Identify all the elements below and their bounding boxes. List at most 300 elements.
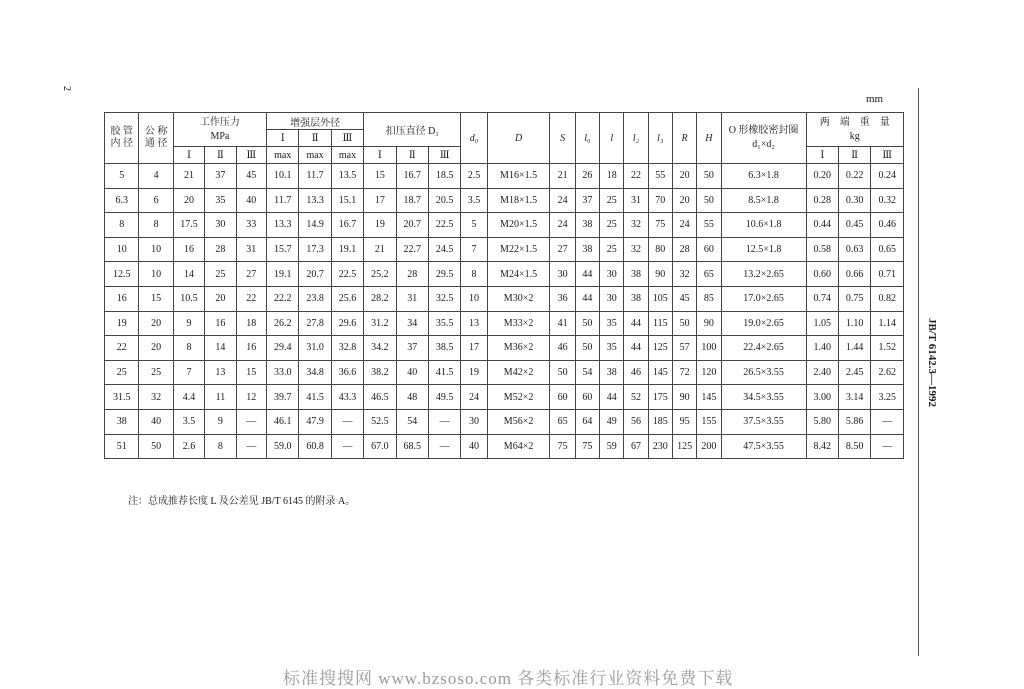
table-cell: 32 — [139, 385, 173, 410]
table-cell: 44 — [624, 336, 648, 361]
table-cell: 35 — [205, 188, 236, 213]
table-cell: 0.30 — [838, 188, 870, 213]
table-cell: 16.7 — [331, 213, 363, 238]
table-cell: 0.45 — [838, 213, 870, 238]
table-cell: 18.7 — [396, 188, 428, 213]
table-cell: 67 — [624, 434, 648, 459]
table-cell: 20 — [205, 286, 236, 311]
table-row — [105, 409, 904, 434]
header-nominal-size: 公 称 通 径 — [139, 113, 173, 164]
table-cell: 13.3 — [267, 213, 299, 238]
table-cell: 7 — [173, 360, 204, 385]
table-cell: 37 — [396, 336, 428, 361]
table-cell: 1.40 — [806, 336, 838, 361]
table-cell: 55 — [648, 164, 672, 189]
table-cell: 4.4 — [173, 385, 204, 410]
table-cell: 44 — [600, 385, 624, 410]
table-cell: 8 — [205, 434, 236, 459]
table-cell: 25 — [600, 213, 624, 238]
table-cell: 9 — [173, 311, 204, 336]
table-cell: 14 — [205, 336, 236, 361]
table-cell: 31.5 — [105, 385, 139, 410]
table-row — [105, 360, 904, 385]
table-cell: 10 — [105, 237, 139, 262]
table-cell: 31 — [396, 286, 428, 311]
table-cell: — — [236, 434, 266, 459]
table-cell: 16 — [236, 336, 266, 361]
table-cell: 50 — [139, 434, 173, 459]
table-cell: 34.8 — [299, 360, 331, 385]
header-l: l — [600, 113, 624, 164]
table-cell: 37 — [575, 188, 599, 213]
table-cell: M18×1.5 — [487, 188, 550, 213]
table-cell: 125 — [672, 434, 696, 459]
table-cell: 32 — [624, 213, 648, 238]
table-cell: 10 — [461, 286, 487, 311]
table-cell: 15.1 — [331, 188, 363, 213]
table-cell: 31 — [236, 237, 266, 262]
table-cell: 36 — [550, 286, 575, 311]
table-cell: 30 — [600, 262, 624, 287]
table-cell: 15.7 — [267, 237, 299, 262]
table-cell: 38 — [105, 409, 139, 434]
table-cell: 120 — [697, 360, 721, 385]
table-cell: 46.1 — [267, 409, 299, 434]
table-cell: 0.60 — [806, 262, 838, 287]
header-pressure-class-2: Ⅱ — [205, 147, 236, 164]
header-reinforcement-od: 增强层外径 — [267, 113, 364, 130]
table-cell: 6.3×1.8 — [721, 164, 806, 189]
table-cell: 38 — [600, 360, 624, 385]
table-cell: 95 — [672, 409, 696, 434]
table-cell: 12.5×1.8 — [721, 237, 806, 262]
header-reinforce-class-2: Ⅱ — [299, 130, 331, 147]
spec-table — [104, 112, 904, 459]
table-cell: 38.5 — [428, 336, 460, 361]
table-cell: 0.44 — [806, 213, 838, 238]
table-cell: 68.5 — [396, 434, 428, 459]
table-cell: 19 — [364, 213, 396, 238]
table-cell: 90 — [648, 262, 672, 287]
table-cell: 41.5 — [428, 360, 460, 385]
table-cell: 75 — [575, 434, 599, 459]
table-cell: 60 — [697, 237, 721, 262]
header-weight-class-1: Ⅰ — [806, 147, 838, 164]
table-cell: 0.75 — [838, 286, 870, 311]
table-cell: 50 — [575, 311, 599, 336]
table-cell: 27.8 — [299, 311, 331, 336]
table-cell: 155 — [697, 409, 721, 434]
standard-number: JB/T 6142.3—1992 — [926, 318, 938, 408]
table-cell: 2.6 — [173, 434, 204, 459]
table-cell: 8 — [105, 213, 139, 238]
table-cell: 44 — [624, 311, 648, 336]
header-pressure-class-3: Ⅲ — [236, 147, 266, 164]
table-note: 注：总成推荐长度 L 及公差见 JB/T 6145 的附录 A。 — [128, 496, 356, 507]
table-cell: 2.5 — [461, 164, 487, 189]
table-cell: 19.0×2.65 — [721, 311, 806, 336]
table-row — [105, 237, 904, 262]
table-cell: 47.9 — [299, 409, 331, 434]
site-watermark: 标准搜搜网 www.bzsoso.com 各类标准行业资料免费下载 — [283, 669, 734, 688]
header-pressure-class-1: Ⅰ — [173, 147, 204, 164]
table-cell: 31.2 — [364, 311, 396, 336]
unit-label: mm — [866, 93, 884, 105]
table-row — [105, 286, 904, 311]
table-cell: 36.6 — [331, 360, 363, 385]
table-cell: 20.7 — [396, 213, 428, 238]
table-cell: 48 — [396, 385, 428, 410]
table-cell: 30 — [550, 262, 575, 287]
table-cell: — — [871, 434, 904, 459]
table-cell: 31 — [624, 188, 648, 213]
table-cell: 51 — [105, 434, 139, 459]
table-cell: 17 — [364, 188, 396, 213]
header-l3: l₃ — [648, 113, 672, 164]
table-cell: 14.9 — [299, 213, 331, 238]
table-cell: 1.10 — [838, 311, 870, 336]
table-row — [105, 213, 904, 238]
header-reinforce-max-1: max — [267, 147, 299, 164]
header-H: H — [697, 113, 721, 164]
table-cell: M56×2 — [487, 409, 550, 434]
margin-rule — [918, 88, 919, 656]
table-cell: 85 — [697, 286, 721, 311]
table-cell: 8.50 — [838, 434, 870, 459]
table-cell: 30 — [600, 286, 624, 311]
table-cell: 13.3 — [299, 188, 331, 213]
table-cell: 16 — [105, 286, 139, 311]
table-cell: 13 — [461, 311, 487, 336]
table-cell: 11.7 — [267, 188, 299, 213]
table-cell: — — [236, 409, 266, 434]
table-cell: 5.86 — [838, 409, 870, 434]
table-cell: 25 — [105, 360, 139, 385]
header-D: D — [487, 113, 550, 164]
table-cell: 30 — [205, 213, 236, 238]
table-cell: 20.5 — [428, 188, 460, 213]
table-cell: 33.0 — [267, 360, 299, 385]
table-cell: 40 — [236, 188, 266, 213]
spec-table-body — [105, 164, 904, 459]
table-cell: 55 — [697, 213, 721, 238]
table-cell: 34.5×3.55 — [721, 385, 806, 410]
table-cell: 67.0 — [364, 434, 396, 459]
table-cell: 26.2 — [267, 311, 299, 336]
table-cell: 10.5 — [173, 286, 204, 311]
table-cell: 20.7 — [299, 262, 331, 287]
table-cell: 19 — [105, 311, 139, 336]
table-cell: 6.3 — [105, 188, 139, 213]
table-cell: 1.05 — [806, 311, 838, 336]
table-cell: 18.5 — [428, 164, 460, 189]
table-cell: 10 — [139, 262, 173, 287]
table-cell: 8.42 — [806, 434, 838, 459]
table-cell: 49 — [600, 409, 624, 434]
table-cell: 40 — [139, 409, 173, 434]
table-cell: 29.4 — [267, 336, 299, 361]
table-cell: 50 — [697, 188, 721, 213]
header-reinforce-max-3: max — [331, 147, 363, 164]
table-cell: 28 — [396, 262, 428, 287]
table-cell: 45 — [236, 164, 266, 189]
table-cell: 0.74 — [806, 286, 838, 311]
table-cell: 11 — [205, 385, 236, 410]
table-cell: 50 — [550, 360, 575, 385]
table-cell: 65 — [550, 409, 575, 434]
table-cell: M16×1.5 — [487, 164, 550, 189]
table-cell: 34 — [396, 311, 428, 336]
table-cell: 32.5 — [428, 286, 460, 311]
table-cell: 22 — [105, 336, 139, 361]
table-cell: 39.7 — [267, 385, 299, 410]
header-S: S — [550, 113, 575, 164]
table-cell: 0.28 — [806, 188, 838, 213]
table-cell: 2.40 — [806, 360, 838, 385]
table-cell: 50 — [697, 164, 721, 189]
table-row — [105, 164, 904, 189]
table-cell: 57 — [672, 336, 696, 361]
table-cell: 145 — [697, 385, 721, 410]
table-cell: 25.2 — [364, 262, 396, 287]
table-cell: 15 — [364, 164, 396, 189]
table-cell: 40 — [396, 360, 428, 385]
table-cell: 24.5 — [428, 237, 460, 262]
table-cell: 26.5×3.55 — [721, 360, 806, 385]
table-cell: 11.7 — [299, 164, 331, 189]
table-row — [105, 385, 904, 410]
table-cell: M22×1.5 — [487, 237, 550, 262]
header-crimp-class-1: Ⅰ — [364, 147, 396, 164]
table-cell: 20 — [139, 336, 173, 361]
table-cell: 38.2 — [364, 360, 396, 385]
table-row — [105, 434, 904, 459]
table-cell: 29.6 — [331, 311, 363, 336]
table-cell: 54 — [575, 360, 599, 385]
table-cell: 33 — [236, 213, 266, 238]
table-cell: 50 — [672, 311, 696, 336]
table-cell: 200 — [697, 434, 721, 459]
table-cell: 38 — [624, 262, 648, 287]
table-cell: 22.7 — [396, 237, 428, 262]
table-cell: 27 — [236, 262, 266, 287]
page-number: 2 — [61, 86, 72, 91]
table-cell: 75 — [648, 213, 672, 238]
table-cell: 64 — [575, 409, 599, 434]
table-cell: 25 — [600, 188, 624, 213]
header-weight-class-3: Ⅲ — [871, 147, 904, 164]
table-cell: 12.5 — [105, 262, 139, 287]
table-cell: 2.62 — [871, 360, 904, 385]
table-cell: 22.5 — [428, 213, 460, 238]
table-cell: 0.58 — [806, 237, 838, 262]
header-crimp-class-2: Ⅱ — [396, 147, 428, 164]
table-cell: 22.2 — [267, 286, 299, 311]
table-cell: 44 — [575, 286, 599, 311]
table-cell: 14 — [173, 262, 204, 287]
table-cell: 1.44 — [838, 336, 870, 361]
table-cell: 13.5 — [331, 164, 363, 189]
table-cell: 13 — [205, 360, 236, 385]
table-cell: 13.2×2.65 — [721, 262, 806, 287]
table-cell: 15 — [139, 286, 173, 311]
table-cell: 52.5 — [364, 409, 396, 434]
table-cell: — — [428, 434, 460, 459]
table-cell: 24 — [550, 213, 575, 238]
table-cell: 72 — [672, 360, 696, 385]
table-cell: 10.6×1.8 — [721, 213, 806, 238]
table-cell: 59 — [600, 434, 624, 459]
table-cell: 46.5 — [364, 385, 396, 410]
table-cell: 59.0 — [267, 434, 299, 459]
table-cell: M33×2 — [487, 311, 550, 336]
table-cell: M30×2 — [487, 286, 550, 311]
table-cell: 17 — [461, 336, 487, 361]
table-cell: 34.2 — [364, 336, 396, 361]
table-cell: 37 — [205, 164, 236, 189]
table-cell: 75 — [550, 434, 575, 459]
table-cell: 19.1 — [267, 262, 299, 287]
table-cell: 0.66 — [838, 262, 870, 287]
table-cell: 0.82 — [871, 286, 904, 311]
table-cell: 3.14 — [838, 385, 870, 410]
table-cell: 25 — [139, 360, 173, 385]
table-cell: 22 — [624, 164, 648, 189]
table-cell: 0.20 — [806, 164, 838, 189]
table-cell: 21 — [173, 164, 204, 189]
table-cell: 60.8 — [299, 434, 331, 459]
table-cell: 10 — [139, 237, 173, 262]
table-cell: 16 — [173, 237, 204, 262]
table-cell: 32 — [672, 262, 696, 287]
table-cell: 24 — [672, 213, 696, 238]
table-cell: 115 — [648, 311, 672, 336]
table-cell: 32 — [624, 237, 648, 262]
table-cell: 44 — [575, 262, 599, 287]
table-cell: 0.32 — [871, 188, 904, 213]
table-cell: 41.5 — [299, 385, 331, 410]
table-cell: M36×2 — [487, 336, 550, 361]
table-cell: 35.5 — [428, 311, 460, 336]
table-cell: 0.63 — [838, 237, 870, 262]
table-cell: 24 — [461, 385, 487, 410]
table-cell: 16 — [205, 311, 236, 336]
table-cell: 45 — [672, 286, 696, 311]
header-reinforce-class-1: Ⅰ — [267, 130, 299, 147]
table-cell: 22.4×2.65 — [721, 336, 806, 361]
header-reinforce-max-2: max — [299, 147, 331, 164]
table-cell: 8 — [139, 213, 173, 238]
table-cell: — — [871, 409, 904, 434]
table-row — [105, 311, 904, 336]
table-row — [105, 188, 904, 213]
table-cell: 25.6 — [331, 286, 363, 311]
header-hose-inner-diameter: 胶 管 内 径 — [105, 113, 139, 164]
table-cell: 38 — [575, 213, 599, 238]
header-reinforce-class-3: Ⅲ — [331, 130, 363, 147]
table-cell: 27 — [550, 237, 575, 262]
table-cell: 125 — [648, 336, 672, 361]
table-cell: 105 — [648, 286, 672, 311]
table-cell: 20 — [139, 311, 173, 336]
table-cell: 18 — [600, 164, 624, 189]
table-cell: 5 — [461, 213, 487, 238]
table-cell: 23.8 — [299, 286, 331, 311]
table-cell: M64×2 — [487, 434, 550, 459]
table-cell: 29.5 — [428, 262, 460, 287]
table-cell: 21 — [550, 164, 575, 189]
header-weight-class-2: Ⅱ — [838, 147, 870, 164]
table-cell: 70 — [648, 188, 672, 213]
table-cell: 18 — [236, 311, 266, 336]
header-weight: 两 端 重 量 kg — [806, 113, 903, 147]
table-cell: 8 — [173, 336, 204, 361]
table-cell: 90 — [697, 311, 721, 336]
header-l0: l₀ — [575, 113, 599, 164]
table-cell: 21 — [364, 237, 396, 262]
table-cell: 56 — [624, 409, 648, 434]
table-cell: 230 — [648, 434, 672, 459]
table-cell: 31.0 — [299, 336, 331, 361]
table-cell: 22 — [236, 286, 266, 311]
table-cell: 40 — [461, 434, 487, 459]
table-cell: 16.7 — [396, 164, 428, 189]
table-cell: 0.22 — [838, 164, 870, 189]
table-cell: 145 — [648, 360, 672, 385]
table-cell: M52×2 — [487, 385, 550, 410]
table-cell: 46 — [550, 336, 575, 361]
table-cell: 2.45 — [838, 360, 870, 385]
table-cell: 46 — [624, 360, 648, 385]
table-cell: M20×1.5 — [487, 213, 550, 238]
table-cell: 24 — [550, 188, 575, 213]
table-cell: 43.3 — [331, 385, 363, 410]
table-cell: 50 — [575, 336, 599, 361]
table-cell: 60 — [575, 385, 599, 410]
table-cell: 3.25 — [871, 385, 904, 410]
table-cell: 54 — [396, 409, 428, 434]
table-cell: 1.52 — [871, 336, 904, 361]
table-cell: 90 — [672, 385, 696, 410]
table-cell: 15 — [236, 360, 266, 385]
table-cell: 3.5 — [461, 188, 487, 213]
table-cell: 0.65 — [871, 237, 904, 262]
table-cell: 20 — [672, 188, 696, 213]
table-cell: 28 — [672, 237, 696, 262]
header-o-ring: O 形橡胶密封圈 d₁×d₂ — [721, 113, 806, 164]
table-row — [105, 336, 904, 361]
table-row — [105, 262, 904, 287]
table-cell: 37.5×3.55 — [721, 409, 806, 434]
table-cell: 12 — [236, 385, 266, 410]
table-cell: 1.14 — [871, 311, 904, 336]
table-cell: 5.80 — [806, 409, 838, 434]
table-cell: M42×2 — [487, 360, 550, 385]
table-cell: 8.5×1.8 — [721, 188, 806, 213]
table-cell: 10.1 — [267, 164, 299, 189]
table-cell: 38 — [624, 286, 648, 311]
table-cell: 19.1 — [331, 237, 363, 262]
table-cell: 49.5 — [428, 385, 460, 410]
table-cell: 41 — [550, 311, 575, 336]
header-d0: d₀ — [461, 113, 487, 164]
table-cell: 4 — [139, 164, 173, 189]
table-cell: 0.71 — [871, 262, 904, 287]
table-cell: — — [331, 434, 363, 459]
table-cell: 60 — [550, 385, 575, 410]
header-R: R — [672, 113, 696, 164]
table-cell: 20 — [672, 164, 696, 189]
